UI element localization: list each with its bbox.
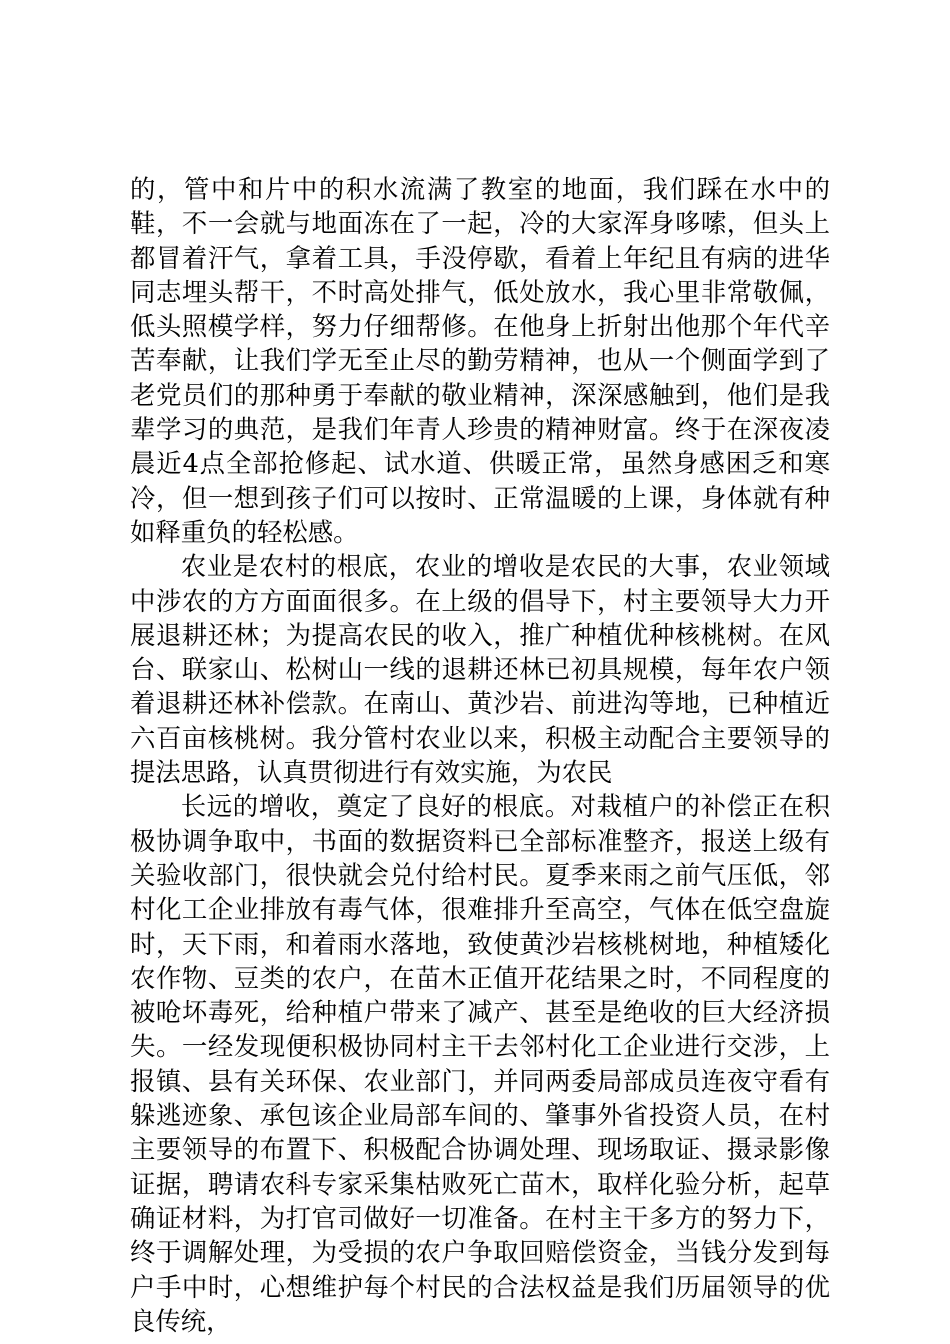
paragraph-agriculture: 农业是农村的根底，农业的增收是农民的大事，农业领域中涉农的方方面面很多。在上级的倡导下，村主要领导大力开展退耕还林；为提高农民的收入，推广种植优种核桃树。在风台、联家山、松树山一线的退耕还林已初具规模，每年农户领着退耕还林补偿款。在南山、黄沙岩、前进沟等地，已种植近六百亩核桃树。我分管村农业以来，积极主动配合主要领导的提法思路，认真贯彻进行有效实施，为农民 (130, 551, 830, 788)
body-text (130, 172, 830, 1338)
paragraph-continuation: 的，管中和片中的积水流满了教室的地面，我们踩在水中的鞋，不一会就与地面冻在了一起，冷的大家浑身哆嗦，但头上都冒着汗气，拿着工具，手没停歇，看着上年纪且有病的进华同志埋头帮干，不时高处排气，低处放水，我心里非常敬佩，低头照模学样，努力仔细帮修。在他身上折射出他那个年代辛苦奉献，让我们学无至止尽的勤劳精神，也从一个侧面学到了老党员们的那种勇于奉献的敬业精神，深深感触到，他们是我辈学习的典范，是我们年青人珍贵的精神财富。终于在深夜凌晨近4点全部抢修起、试水道、供暖正常，虽然身感困乏和寒冷，但一想到孩子们可以按时、正常温暖的上课，身体就有种如释重负的轻松感。 (130, 174, 830, 547)
paragraph-compensation: 长远的增收，奠定了良好的根底。对栽植户的补偿正在积极协调争取中，书面的数据资料已全部标准整齐，报送上级有关验收部门，很快就会兑付给村民。夏季来雨之前气压低，邻村化工企业排放有毒气体，很难排升至高空，气体在低空盘旋时，天下雨，和着雨水落地，致使黄沙岩核桃树地，种植矮化农作物、豆类的农户，在苗木正值开花结果之时，不同程度的被呛坏毒死，给种植户带来了减产、甚至是绝收的巨大经济损失。一经发现便积极协同村主干去邻村化工企业进行交涉，上报镇、县有关环保、农业部门，并同两委局部成员连夜守看有躲逃迹象、承包该企业局部车间的、肇事外省投资人员，在村主要领导的布置下、积极配合协调处理、现场取证、摄录影像证据，聘请农科专家采集枯败死亡苗木，取样化验分析，起草确证材料，为打官司做好一切准备。在村主干多方的努力下，终于调解处理，为受损的农户争取回赔偿资金，当钱分发到每户手中时，心想维护每个村民的合法权益是我们历届领导的优良传统， (130, 791, 830, 1336)
